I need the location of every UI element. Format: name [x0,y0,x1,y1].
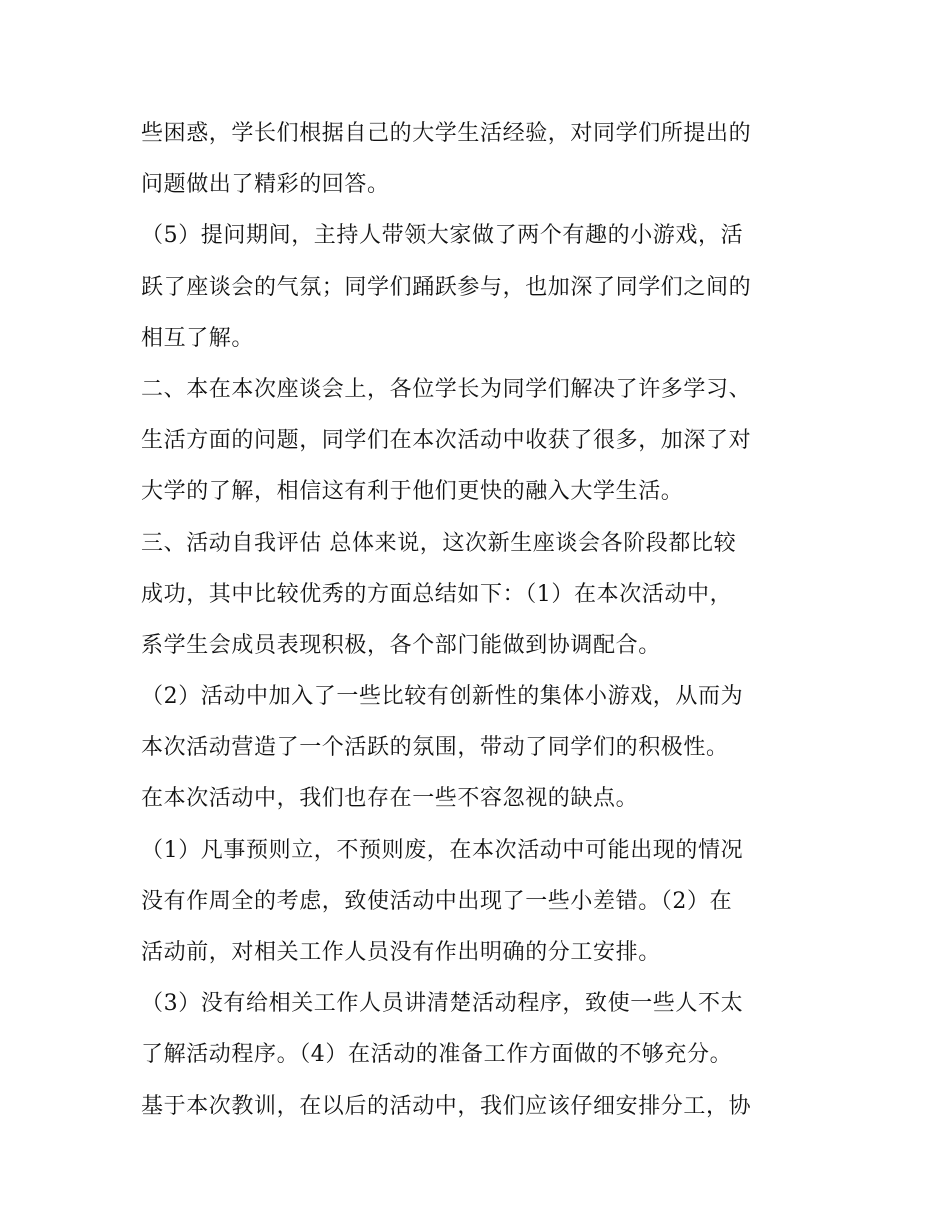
body-text [141,108,821,1132]
text-line: 生活方面的问题，同学们在本次活动中收获了很多，加深了对 [141,428,752,454]
text-line: （1）凡事预则立，不预则废，在本次活动中可能出现的情况 [141,837,744,863]
text-line: 跃了座谈会的气氛；同学们踊跃参与，也加深了同学们之间的 [141,274,752,300]
text-line: 了解活动程序。（4）在活动的准备工作方面做的不够充分。 [141,1042,733,1068]
text-line: 本次活动营造了一个活跃的氛围，带动了同学们的积极性。 [141,735,729,761]
text-line: 大学的了解，相信这有利于他们更快的融入大学生活。 [141,479,684,505]
text-line: 些困惑，学长们根据自己的大学生活经验，对同学们所提出的 [141,121,752,146]
text-line: （5）提问期间，主持人带领大家做了两个有趣的小游戏，活 [141,223,744,249]
text-line: 成功，其中比较优秀的方面总结如下：（1）在本次活动中， [141,581,733,607]
text-line: 问题做出了精彩的回答。 [141,172,390,198]
text-line: 系学生会成员表现积极，各个部门能做到协调配合。 [141,632,661,658]
text-line: 二、本在本次座谈会上，各位学长为同学们解决了许多学习、 [141,376,752,402]
text-line: 没有作周全的考虑，致使活动中出现了一些小差错。（2）在 [141,888,733,914]
text-line: 在本次活动中，我们也存在一些不容忽视的缺点。 [141,786,639,812]
text-line: 三、活动自我评估 总体来说，这次新生座谈会各阶段都比较 [141,530,737,556]
text-line: 活动前，对相关工作人员没有作出明确的分工安排。 [141,940,661,965]
text-line: （3）没有给相关工作人员讲清楚活动程序，致使一些人不太 [141,991,744,1017]
text-line: 相互了解。 [141,325,255,351]
text-line: 基于本次教训，在以后的活动中，我们应该仔细安排分工，协 [141,1093,752,1119]
text-line: （2）活动中加入了一些比较有创新性的集体小游戏，从而为 [141,684,744,710]
